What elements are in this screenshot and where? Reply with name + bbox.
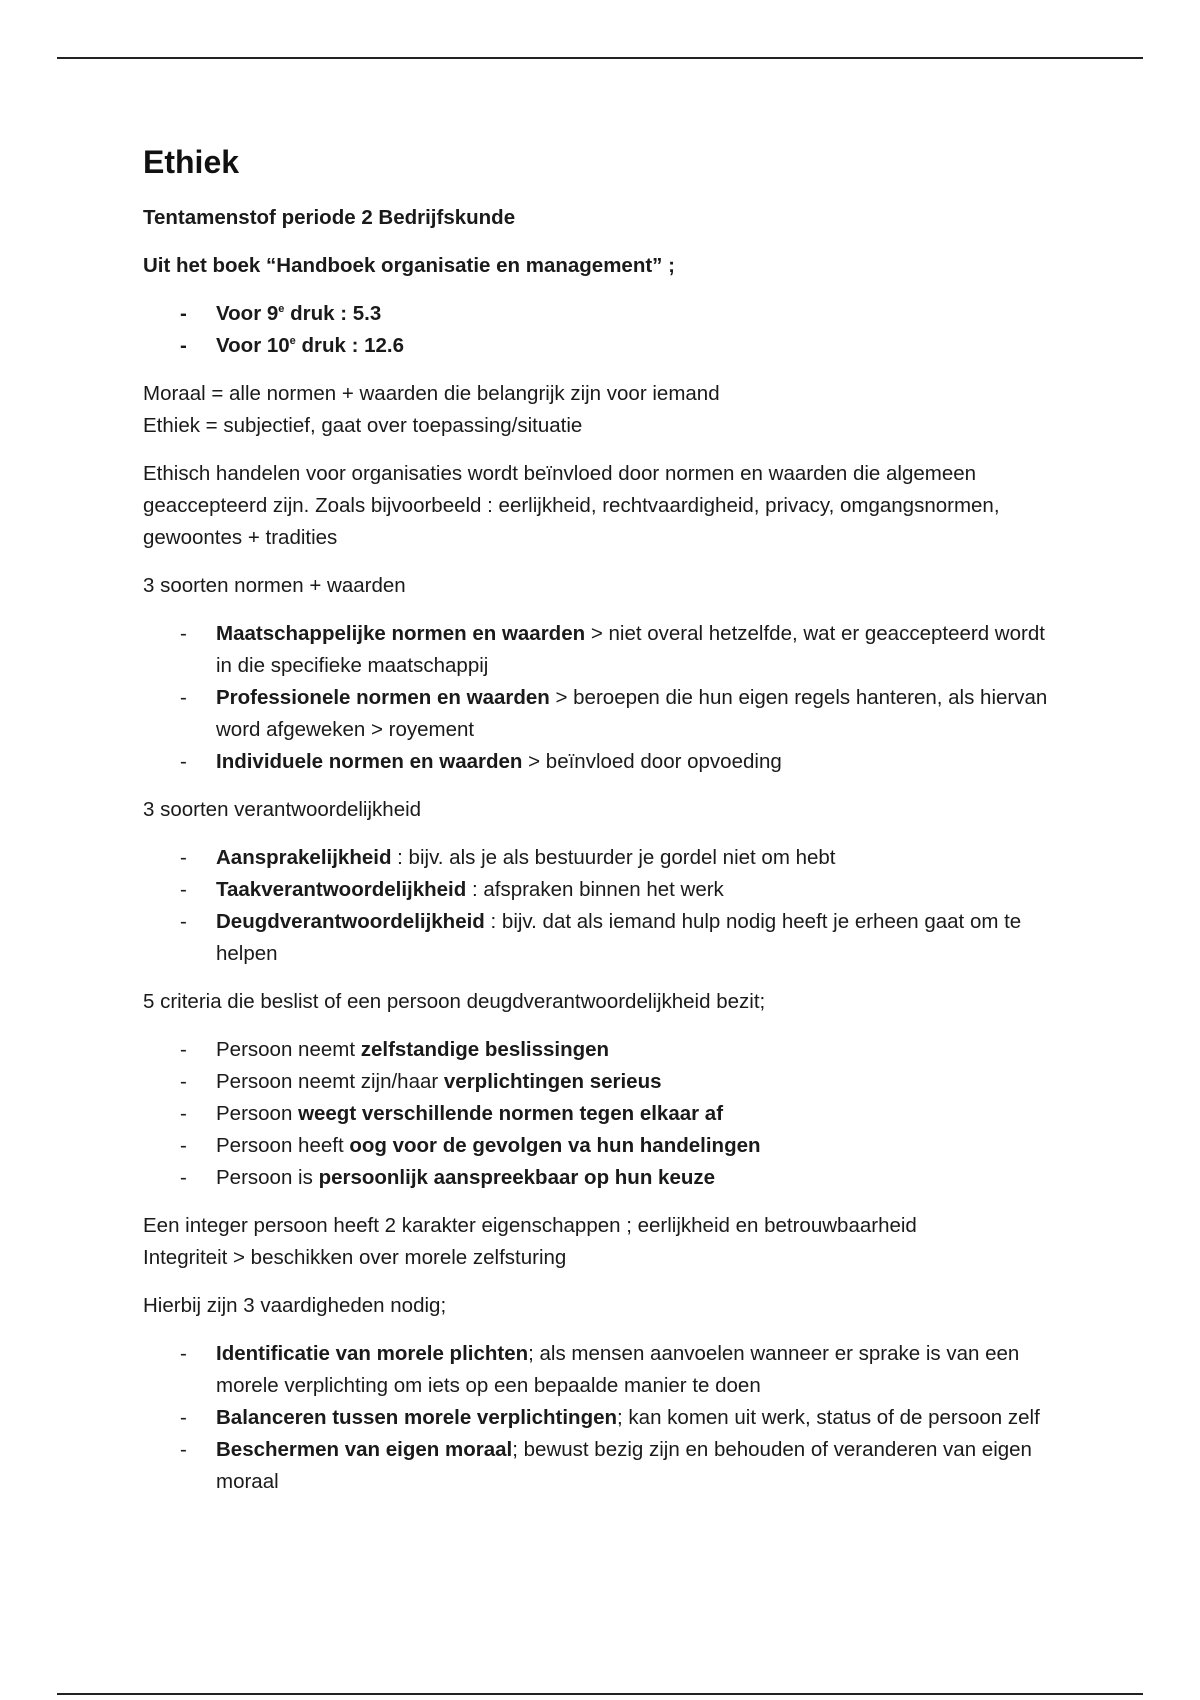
bullet-dash: -	[180, 1406, 187, 1429]
list-item: - Beschermen van eigen moraal; bewust bezig zijn en behouden of veranderen van eigen moraal	[143, 1434, 1063, 1498]
bullet-dash: -	[180, 1166, 187, 1189]
bullet-dash: -	[180, 910, 187, 933]
bullet-dash: -	[180, 1038, 187, 1061]
list-item: - Aansprakelijkheid : bijv. als je als bestuurder je gordel niet om hebt	[143, 842, 1063, 874]
vaardigheden-heading: Hierbij zijn 3 vaardigheden nodig;	[143, 1294, 447, 1317]
list-item: - Deugdverantwoordelijkheid : bijv. dat als iemand hulp nodig heeft je erheen gaat om te helpen	[143, 906, 1063, 970]
list-item: - Persoon neemt zijn/haar verplichtingen serieus	[143, 1066, 1063, 1098]
list-item: - Professionele normen en waarden > beroepen die hun eigen regels hanteren, als hiervan word afgeweken > royement	[143, 682, 1063, 746]
bullet-dash: -	[180, 878, 187, 901]
criteria-heading: 5 criteria die beslist of een persoon deugdverantwoordelijkheid bezit;	[143, 990, 766, 1013]
vaardigheden-list	[143, 1338, 1063, 1498]
list-item: - Persoon neemt zelfstandige beslissingen	[143, 1034, 1063, 1066]
list-item: - Balanceren tussen morele verplichtingen; kan komen uit werk, status of de persoon zelf	[143, 1402, 1063, 1434]
definition-ethiek: Ethiek = subjectief, gaat over toepassing/situatie	[143, 414, 583, 437]
subtitle: Tentamenstof periode 2 Bedrijfskunde	[143, 206, 516, 229]
top-rule	[57, 57, 1143, 59]
list-item: - Individuele normen en waarden > beïnvloed door opvoeding	[143, 746, 1063, 778]
bottom-rule	[57, 1693, 1143, 1695]
bullet-dash: -	[180, 1342, 187, 1365]
bullet-dash: -	[180, 1438, 187, 1461]
list-item: - Identificatie van morele plichten; als mensen aanvoelen wanneer er sprake is van een morele verplichting om iets op een bepaalde manier te doen	[143, 1338, 1063, 1402]
document-body	[143, 140, 1063, 1514]
ethisch-handelen-paragraph: Ethisch handelen voor organisaties wordt beïnvloed door normen en waarden die algemeen geaccepteerd zijn. Zoals bijvoorbeeld : eerlijkheid, rechtvaardigheid, privacy, omgangsnormen, gewoontes + tradities	[143, 462, 1000, 549]
definitions	[143, 378, 1063, 442]
bullet-dash: -	[180, 750, 187, 773]
list-item: - Taakverantwoordelijkheid : afspraken binnen het werk	[143, 874, 1063, 906]
normen-list	[143, 618, 1063, 778]
list-item: - Voor 10e druk : 12.6	[143, 330, 1063, 362]
normen-heading: 3 soorten normen + waarden	[143, 574, 406, 597]
definition-moraal: Moraal = alle normen + waarden die belangrijk zijn voor iemand	[143, 382, 720, 405]
list-item: - Voor 9e druk : 5.3	[143, 298, 1063, 330]
integer-paragraph	[143, 1210, 1063, 1274]
bullet-dash: -	[180, 686, 187, 709]
bullet-dash: -	[180, 1102, 187, 1125]
bullet-dash: -	[180, 622, 187, 645]
verantwoordelijkheid-heading: 3 soorten verantwoordelijkheid	[143, 798, 422, 821]
page-title: Ethiek	[143, 144, 240, 180]
bullet-dash: -	[180, 846, 187, 869]
book-line: Uit het boek “Handboek organisatie en management” ;	[143, 254, 675, 277]
bullet-dash: -	[180, 1070, 187, 1093]
list-item: - Persoon weegt verschillende normen tegen elkaar af	[143, 1098, 1063, 1130]
list-item: - Persoon heeft oog voor de gevolgen va hun handelingen	[143, 1130, 1063, 1162]
bullet-dash: -	[180, 334, 187, 357]
bullet-dash: -	[180, 302, 187, 325]
editions-list	[143, 298, 1063, 362]
integer-line: Een integer persoon heeft 2 karakter eigenschappen ; eerlijkheid en betrouwbaarheid	[143, 1214, 917, 1237]
list-item: - Maatschappelijke normen en waarden > niet overal hetzelfde, wat er geaccepteerd wordt in die specifieke maatschappij	[143, 618, 1063, 682]
list-item: - Persoon is persoonlijk aanspreekbaar op hun keuze	[143, 1162, 1063, 1194]
criteria-list	[143, 1034, 1063, 1194]
verantwoordelijkheid-list	[143, 842, 1063, 970]
integriteit-line: Integriteit > beschikken over morele zelfsturing	[143, 1246, 567, 1269]
bullet-dash: -	[180, 1134, 187, 1157]
